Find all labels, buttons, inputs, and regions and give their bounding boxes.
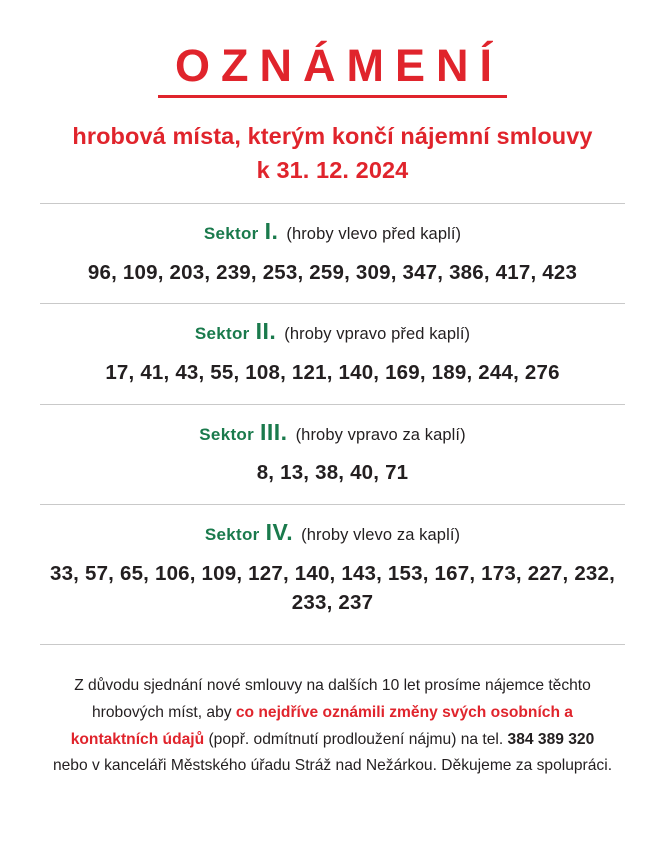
sector-block-3	[38, 419, 627, 488]
subtitle-line-2: k 31. 12. 2024	[256, 156, 409, 183]
sector-heading	[38, 218, 627, 246]
sector-numbers: 8, 13, 38, 40, 71	[256, 461, 409, 485]
sector-block-1	[38, 218, 627, 287]
title-container	[38, 42, 627, 98]
sector-roman: I.	[264, 217, 279, 244]
footer-highlight: co nejdříve oznámili změny svých osobních a kontaktních údajů	[70, 703, 573, 748]
subtitle-line-1: hrobová místa, kterým končí nájemní smlouvy	[72, 123, 593, 150]
footer-text-part-1: Z důvodu sjednání nové smlouvy na dalších 10 let prosíme nájemce těchto hrobových míst, aby	[74, 676, 591, 721]
sector-block-4	[38, 519, 627, 618]
sector-note: (hroby vlevo před kaplí)	[286, 224, 462, 243]
footer-text-part-3: nebo v kanceláři Městského úřadu Stráž nad Nežárkou. Děkujeme za spolupráci.	[52, 757, 613, 775]
sector-note: (hroby vpravo za kaplí)	[295, 425, 466, 444]
divider	[40, 404, 625, 405]
sector-numbers: 17, 41, 43, 55, 108, 121, 140, 169, 189, 244, 276	[105, 360, 560, 384]
sector-heading	[38, 519, 627, 547]
sector-note: (hroby vlevo za kaplí)	[301, 525, 461, 544]
sector-note: (hroby vpravo před kaplí)	[284, 325, 471, 344]
divider	[40, 644, 625, 645]
divider	[40, 303, 625, 304]
sector-label: Sektor	[203, 223, 259, 243]
sector-label: Sektor	[194, 324, 250, 344]
footer-text-part-2: (popř. odmítnutí prodloužení nájmu) na tel.	[204, 730, 508, 748]
sector-heading	[38, 318, 627, 346]
subtitle	[38, 120, 627, 187]
divider	[40, 203, 625, 204]
sector-numbers: 96, 109, 203, 239, 253, 259, 309, 347, 386, 417, 423	[87, 260, 578, 284]
sector-block-2	[38, 318, 627, 387]
sector-numbers: 33, 57, 65, 106, 109, 127, 140, 143, 153, 167, 173, 227, 232, 233, 237	[49, 561, 616, 615]
sector-label: Sektor	[204, 524, 260, 544]
footer-phone-number: 384 389 320	[507, 730, 595, 748]
sector-roman: II.	[255, 318, 277, 345]
sector-heading	[38, 419, 627, 447]
sector-roman: III.	[260, 418, 288, 445]
divider	[40, 504, 625, 505]
sector-label: Sektor	[199, 424, 255, 444]
footer-paragraph	[38, 673, 627, 780]
sector-roman: IV.	[265, 518, 294, 545]
page-title: OZNÁMENÍ	[158, 42, 507, 98]
